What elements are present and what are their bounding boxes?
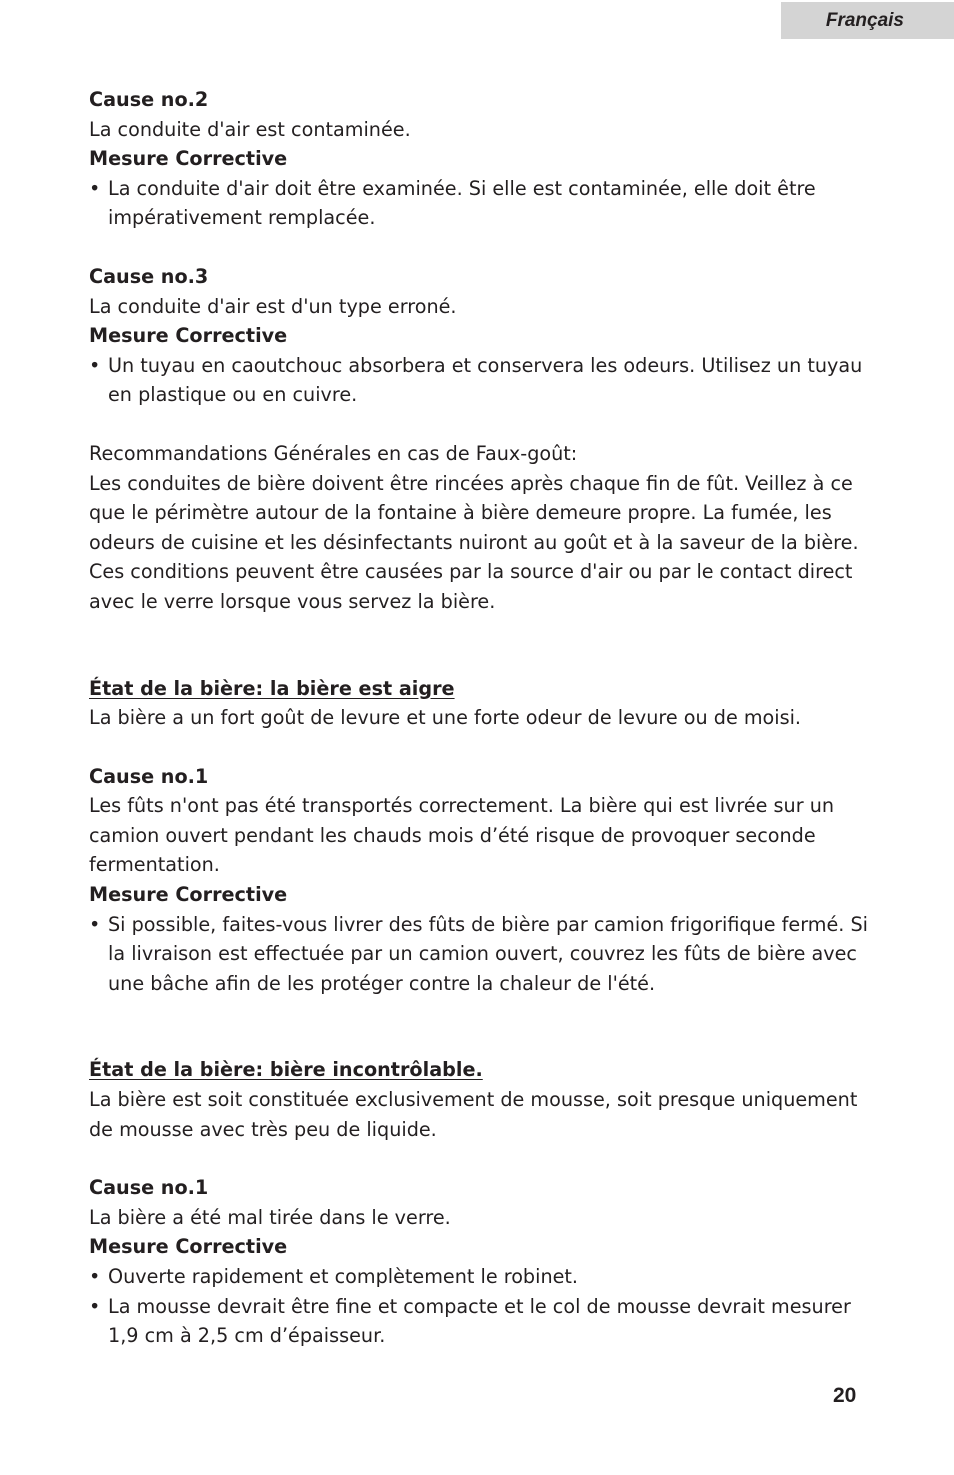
bullet-item — [89, 1292, 869, 1351]
measure-title: Mesure Corrective — [89, 883, 288, 907]
section-description: La bière a un fort goût de levure et une forte odeur de levure ou de moisi. — [89, 706, 802, 730]
general-title: Recommandations Générales en cas de Faux-goût: — [89, 441, 578, 465]
cause-text: Les fûts n'ont pas été transportés correctement. La bière qui est livrée sur un camion ouvert pendant les chauds mois d’été risque de provoquer seconde fermentation. — [89, 794, 835, 877]
language-tab: Français — [781, 2, 954, 39]
cause-title: Cause no.1 — [89, 764, 209, 788]
section-heading: État de la bière: bière incontrôlable. — [89, 1058, 483, 1082]
bullet-text: Un tuyau en caoutchouc absorbera et conservera les odeurs. Utilisez un tuyau en plastique ou en cuivre. — [108, 353, 863, 407]
section-description: La bière est soit constituée exclusivement de mousse, soit presque uniquement de mousse avec très peu de liquide. — [89, 1088, 858, 1141]
bullet-marker: • — [89, 176, 101, 200]
bullet-item — [89, 351, 869, 410]
general-text: Les conduites de bière doivent être rincées après chaque fin de fût. Veillez à ce que le périmètre autour de la fontaine à bière demeure propre. La fumée, les odeurs de cuisine et les désinfectants nuiront au goût et à la saveur de la bière. Ces conditions peuvent être causées par la source d'air ou par le contact direct avec le verre lorsque vous servez la bière. — [89, 471, 859, 613]
bullet-marker: • — [89, 353, 101, 377]
cause-title: Cause no.3 — [89, 264, 209, 288]
cause-title: Cause no.1 — [89, 1176, 209, 1200]
cause-text: La conduite d'air est contaminée. — [89, 117, 411, 141]
cause-title: Cause no.2 — [89, 88, 209, 111]
bullet-text: La mousse devrait être fine et compacte et le col de mousse devrait mesurer 1,9 cm à 2,5 cm d’épaisseur. — [108, 1294, 851, 1348]
bullet-item — [89, 910, 869, 999]
bullet-item — [89, 174, 869, 233]
bullet-text: La conduite d'air doit être examinée. Si elle est contaminée, elle doit être impérativement remplacée. — [108, 176, 816, 230]
bullet-marker: • — [89, 1265, 101, 1288]
cause-text: La conduite d'air est d'un type erroné. — [89, 294, 457, 318]
page-content — [89, 85, 869, 1351]
bullet-marker: • — [89, 912, 101, 936]
cause-text: La bière a été mal tirée dans le verre. — [89, 1205, 451, 1229]
section-heading: État de la bière: la bière est aigre — [89, 676, 455, 700]
bullet-text: Si possible, faites-vous livrer des fûts de bière par camion frigorifique fermé. Si la livraison est effectuée par un camion ouvert, couvrez les fûts de bière avec une bâche afin de les protéger contre la chaleur de l'été. — [108, 912, 868, 995]
measure-title: Mesure Corrective — [89, 147, 288, 171]
measure-title: Mesure Corrective — [89, 1235, 288, 1259]
bullet-text: Ouverte rapidement et complètement le robinet. — [108, 1265, 579, 1288]
bullet-item — [89, 1262, 869, 1292]
bullet-marker: • — [89, 1294, 101, 1318]
measure-title: Mesure Corrective — [89, 324, 288, 348]
page-number: 20 — [833, 1384, 857, 1407]
